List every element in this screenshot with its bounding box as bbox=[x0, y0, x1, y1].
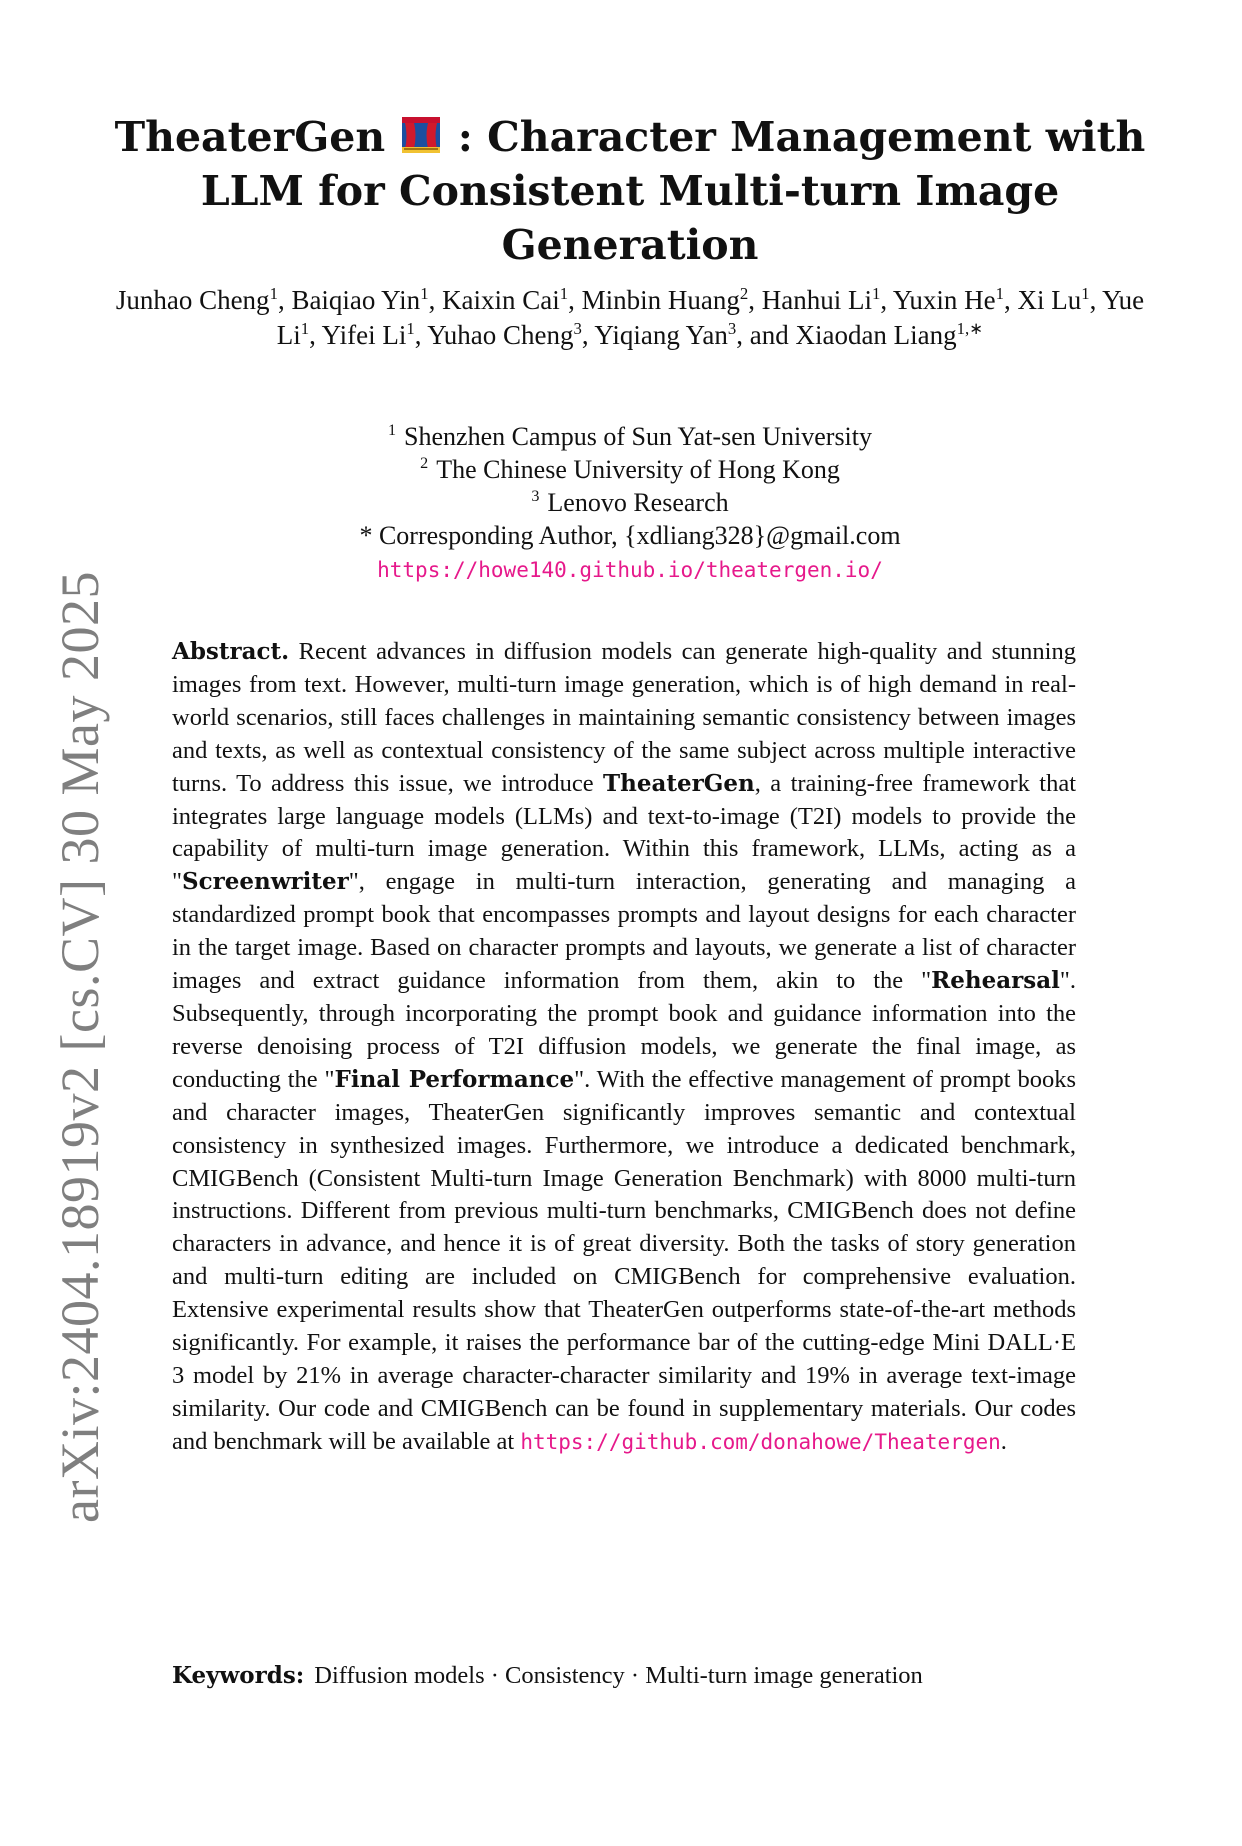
author-name: Baiqiao Yin bbox=[291, 285, 421, 315]
abstract-emphasis: Screenwriter bbox=[182, 868, 349, 896]
author-affiliation-mark: 3 bbox=[573, 319, 582, 338]
title-part-2: : Character Management with bbox=[457, 113, 1146, 161]
author-separator: , bbox=[414, 320, 428, 350]
author-name: Minbin Huang bbox=[581, 285, 740, 315]
abstract-text: , a training-free framework that integrates large language models (LLMs) and text-to-image (T2I) models to provide the capability of multi-turn image generation. Within this framework, LLMs, acting as a " bbox=[172, 769, 1076, 896]
author-name: Yue Li bbox=[276, 285, 1145, 350]
affiliation-2: $^2$ The Chinese University of Hong Kong bbox=[420, 455, 840, 484]
abstract-emphasis: Rehearsal bbox=[931, 967, 1060, 995]
author-affiliation-mark: 3 bbox=[727, 319, 737, 338]
abstract-text: ". With the effective management of prompt books and character images, TheaterGen significantly improves semantic and contextual consistency in synthesized images. Furthermore, we introduce a dedicated benchmark, CMIGBench (Consistent Multi-turn Image Generation Benchmark) with 8000 multi-turn instructions. Different from previous multi-turn benchmarks, CMIGBench does not define characters in advance, and hence it is of great diversity. Both the tasks of story generation and multi-turn editing are included on CMIGBench for comprehensive evaluation. Extensive experimental results show that TheaterGen outperforms state-of-the-art methods significantly. For example, it raises the performance bar of the cutting-edge Mini DALL·E 3 model by 21% in average character-character similarity and 19% in average text-image similarity. Our code and CMIGBench can be found in supplementary materials. Our codes and benchmark will be available at bbox=[172, 1065, 1076, 1455]
author-affiliation-mark: 1 bbox=[420, 284, 429, 303]
theater-icon bbox=[401, 115, 441, 155]
author-separator: , bbox=[428, 285, 443, 315]
abstract-text: . bbox=[1000, 1427, 1007, 1455]
code-url-link[interactable]: https://github.com/donahowe/Theatergen bbox=[520, 1429, 1001, 1454]
keywords bbox=[172, 1660, 1076, 1692]
author-separator: , bbox=[277, 285, 292, 315]
author-separator: , bbox=[748, 285, 762, 315]
affiliation-3: $^3$ Lenovo Research bbox=[531, 488, 729, 517]
title-part-1: TheaterGen bbox=[114, 113, 386, 161]
abstract-text: ". Subsequently, through incorporating the prompt book and guidance information into the reverse denoising process of T2I diffusion models, we generate the final image, as conducting the " bbox=[172, 967, 1076, 1093]
title-line-2: LLM for Consistent Multi-turn Image Generation bbox=[200, 167, 1060, 269]
author-separator: , bbox=[581, 320, 595, 350]
abstract-text: ", engage in multi-turn interaction, generating and managing a standardized prompt book that encompasses prompts and layout designs for each character in the target image. Based on character prompts and layouts, we generate a list of character images and extract guidance information from them, akin to the " bbox=[172, 868, 1076, 995]
author-name: Junhao Cheng bbox=[115, 285, 270, 315]
author-separator: , bbox=[1089, 285, 1103, 315]
author-affiliation-mark: 1 bbox=[995, 284, 1005, 303]
author-affiliation-mark: 1 bbox=[872, 284, 881, 303]
author-affiliation-mark: 1 bbox=[1081, 284, 1090, 303]
author-name: Yuhao Cheng bbox=[427, 320, 574, 350]
author-name: Xi Lu bbox=[1017, 285, 1082, 315]
author-name: Xiaodan Liang bbox=[795, 320, 957, 350]
author-affiliation-mark: 1 bbox=[269, 284, 278, 303]
affiliation-1: $^1$ Shenzhen Campus of Sun Yat-sen University bbox=[387, 422, 873, 451]
author-affiliation-mark: 1 bbox=[406, 319, 415, 338]
keywords-text: Diffusion models · Consistency · Multi-turn image generation bbox=[314, 1662, 923, 1689]
author-separator: , and bbox=[736, 320, 796, 350]
abstract-text: Recent advances in diffusion models can generate high-quality and stunning images from text. However, multi-turn image generation, which is of high demand in real-world scenarios, still faces challenges in maintaining semantic consistency between images and texts, as well as contextual consistency of the same subject across multiple interactive turns. To address this issue, we introduce bbox=[172, 638, 1076, 797]
abstract bbox=[172, 636, 1076, 1459]
author-affiliation-mark: 1,∗ bbox=[956, 319, 984, 338]
arxiv-identifier: arXiv:2404.18919v2 [cs.CV] 30 May 2025 bbox=[50, 571, 110, 1523]
author-name: Yiqiang Yan bbox=[594, 320, 728, 350]
author-name: Yifei Li bbox=[321, 320, 407, 350]
author-separator: , bbox=[1004, 285, 1018, 315]
author-affiliation-mark: 1 bbox=[559, 284, 569, 303]
abstract-emphasis: Final Performance bbox=[334, 1065, 575, 1093]
title-line-1 bbox=[80, 110, 1180, 164]
author-separator: , bbox=[568, 285, 582, 315]
author-separator: , bbox=[309, 320, 322, 350]
abstract-label: Abstract. bbox=[172, 638, 290, 665]
paper-title bbox=[80, 110, 1180, 272]
author-list bbox=[98, 283, 1162, 353]
affiliations bbox=[200, 420, 1060, 587]
author-name: Yuxin He bbox=[892, 285, 996, 315]
project-url-link[interactable]: https://howe140.github.io/theatergen.io/ bbox=[377, 558, 883, 582]
corresponding-author: * Corresponding Author, {xdliang328}@gmail.com bbox=[359, 521, 901, 550]
author-affiliation-mark: 2 bbox=[739, 284, 749, 303]
keywords-label: Keywords: bbox=[172, 1662, 305, 1689]
author-name: Kaixin Cai bbox=[442, 285, 560, 315]
abstract-emphasis: TheaterGen bbox=[603, 769, 755, 797]
author-name: Hanhui Li bbox=[761, 285, 873, 315]
author-separator: , bbox=[880, 285, 893, 315]
author-affiliation-mark: 1 bbox=[300, 319, 310, 338]
